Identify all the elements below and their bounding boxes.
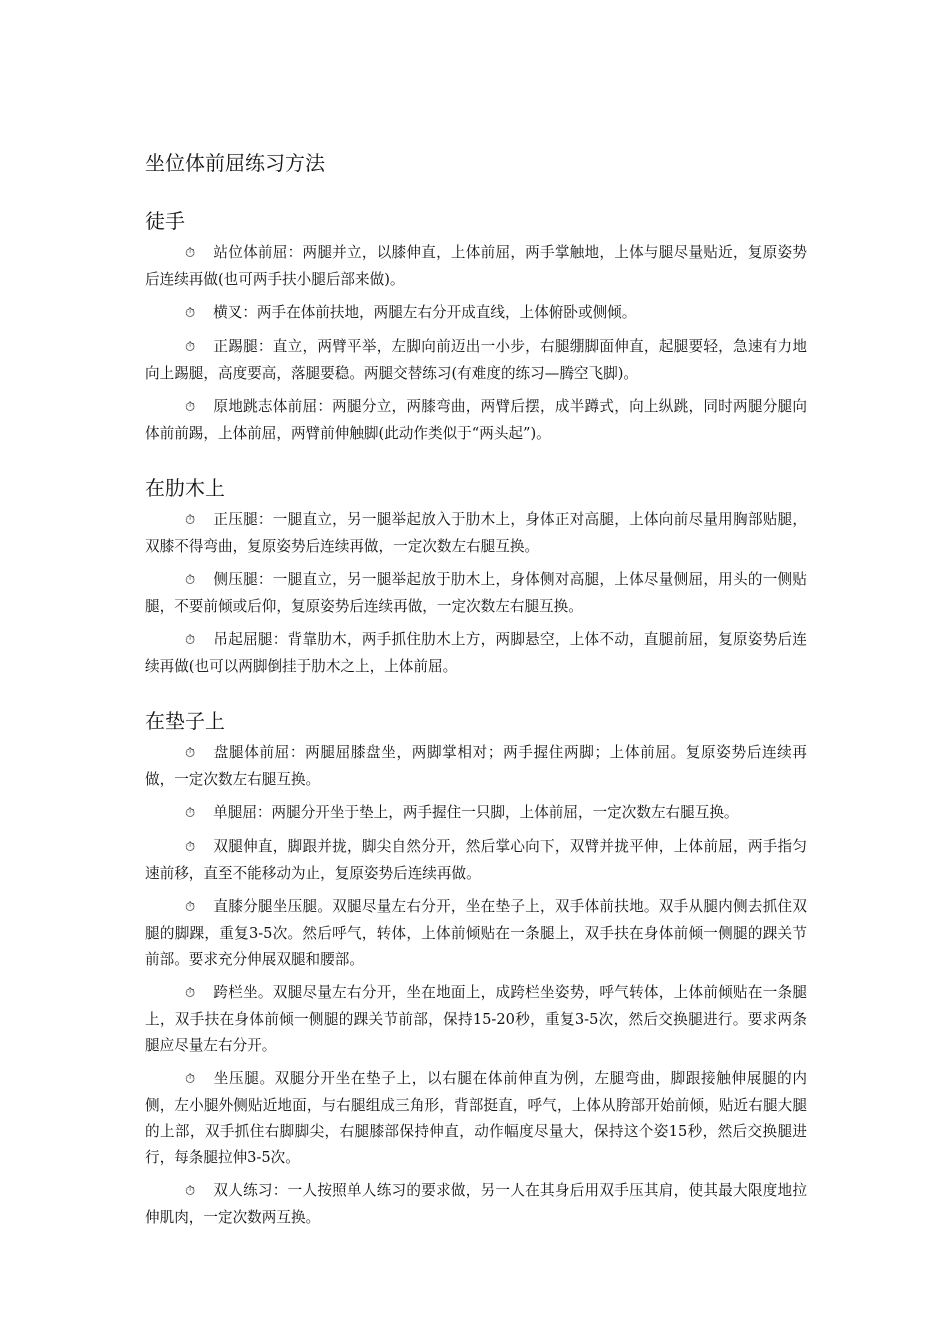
clock-bullet-icon: ⏱ — [185, 806, 196, 821]
item-text: 跨栏坐。双腿尽量左右分开，坐在地面上，成跨栏坐姿势，呼气转体，上体前倾贴在一条腿上，双手扶在身体前倾一侧腿的踝关节前部，保持15-20秒，重复3-5次，然后交换腿进行。要求两条腿应尽量左右分开。 — [145, 984, 807, 1054]
item-text: 横叉：两手在体前扶地，两腿左右分开成直线，上体俯卧或侧倾。 — [213, 304, 637, 321]
list-item — [145, 740, 807, 793]
list-item — [145, 240, 807, 293]
item-text: 双人练习：一人按照单人练习的要求做，另一人在其身后用双手压其肩，使其最大限度地拉伸肌肉，一定次数两互换。 — [145, 1182, 807, 1226]
clock-bullet-icon: ⏱ — [185, 306, 196, 321]
clock-bullet-icon: ⏱ — [185, 246, 196, 261]
clock-bullet-icon: ⏱ — [185, 1184, 196, 1199]
item-text: 正踢腿：直立，两臂平举，左脚向前迈出一小步，右腿绷脚面伸直，起腿要轻，急速有力地向上踢腿，高度要高，落腿要稳。两腿交替练习(有难度的练习—腾空飞脚)。 — [145, 338, 807, 382]
list-item — [145, 1066, 807, 1171]
list-item — [145, 800, 807, 827]
item-text: 单腿屈：两腿分开坐于垫上，两手握住一只脚，上体前屈，一定次数左右腿互换。 — [213, 804, 739, 821]
document-page — [145, 148, 807, 1257]
clock-bullet-icon: ⏱ — [185, 513, 196, 528]
clock-bullet-icon: ⏱ — [185, 746, 196, 761]
clock-bullet-icon: ⏱ — [185, 633, 196, 648]
section-bare-hands — [145, 206, 807, 447]
item-text: 原地跳志体前屈：两腿分立，两膝弯曲，两臂后摆，成半蹲式，向上纵跳，同时两腿分腿向体前前踢，上体前屈，两臂前伸触脚(此动作类似于“两头起”)。 — [145, 398, 807, 442]
list-item — [145, 980, 807, 1059]
list-item — [145, 894, 807, 973]
list-item — [145, 567, 807, 620]
list-item — [145, 627, 807, 680]
item-text: 吊起屈腿：背靠肋木，两手抓住肋木上方，两脚悬空，上体不动，直腿前屈，复原姿势后连续再做(也可以两脚倒挂于肋木之上，上体前屈。 — [145, 631, 807, 675]
item-text: 双腿伸直，脚跟并拢，脚尖自然分开，然后掌心向下，双臂并拢平伸，上体前屈，两手指匀速前移，直至不能移动为止，复原姿势后连续再做。 — [145, 838, 807, 882]
clock-bullet-icon: ⏱ — [185, 400, 196, 415]
item-text: 直膝分腿坐压腿。双腿尽量左右分开，坐在垫子上，双手体前扶地。双手从腿内侧去抓住双腿的脚踝，重复3-5次。然后呼气，转体，上体前倾贴在一条腿上，双手扶在身体前倾一侧腿的踝关节前部。要求充分伸展双腿和腰部。 — [145, 898, 807, 968]
list-item — [145, 834, 807, 887]
item-text: 站位体前屈：两腿并立，以膝伸直，上体前屈，两手掌触地，上体与腿尽量贴近，复原姿势后连续再做(也可两手扶小腿后部来做)。 — [145, 244, 807, 288]
item-text: 侧压腿：一腿直立，另一腿举起放于肋木上，身体侧对高腿，上体尽量侧屈，用头的一侧贴腿，不要前倾或后仰，复原姿势后连续再做，一定次数左右腿互换。 — [145, 571, 807, 615]
section-heading: 在肋木上 — [145, 476, 225, 500]
list-item — [145, 507, 807, 560]
clock-bullet-icon: ⏱ — [185, 840, 196, 855]
list-item — [145, 1178, 807, 1231]
section-wall-bars — [145, 473, 807, 680]
clock-bullet-icon: ⏱ — [185, 986, 196, 1001]
item-text: 盘腿体前屈：两腿屈膝盘坐，两脚掌相对；两手握住两脚；上体前屈。复原姿势后连续再做，一定次数左右腿互换。 — [145, 744, 807, 788]
document-title: 坐位体前屈练习方法 — [145, 151, 325, 175]
list-item — [145, 394, 807, 447]
clock-bullet-icon: ⏱ — [185, 1072, 196, 1087]
item-text: 正压腿：一腿直立，另一腿举起放入于肋木上，身体正对高腿，上体向前尽量用胸部贴腿，双膝不得弯曲，复原姿势后连续再做，一定次数左右腿互换。 — [145, 511, 807, 555]
clock-bullet-icon: ⏱ — [185, 340, 196, 355]
section-mat — [145, 706, 807, 1231]
list-item — [145, 334, 807, 387]
item-text: 坐压腿。双腿分开坐在垫子上，以右腿在体前伸直为例，左腿弯曲，脚跟接触伸展腿的内侧，左小腿外侧贴近地面，与右腿组成三角形，背部挺直，呼气，上体从胯部开始前倾，贴近右腿大腿的上部，双手抓住右脚脚尖，右腿膝部保持伸直，动作幅度尽量大，保持这个姿15秒，然后交换腿进行，每条腿拉伸3-5次。 — [145, 1070, 807, 1166]
section-heading: 在垫子上 — [145, 709, 225, 733]
section-heading: 徒手 — [145, 209, 185, 233]
clock-bullet-icon: ⏱ — [185, 573, 196, 588]
list-item — [145, 300, 807, 327]
clock-bullet-icon: ⏱ — [185, 900, 196, 915]
